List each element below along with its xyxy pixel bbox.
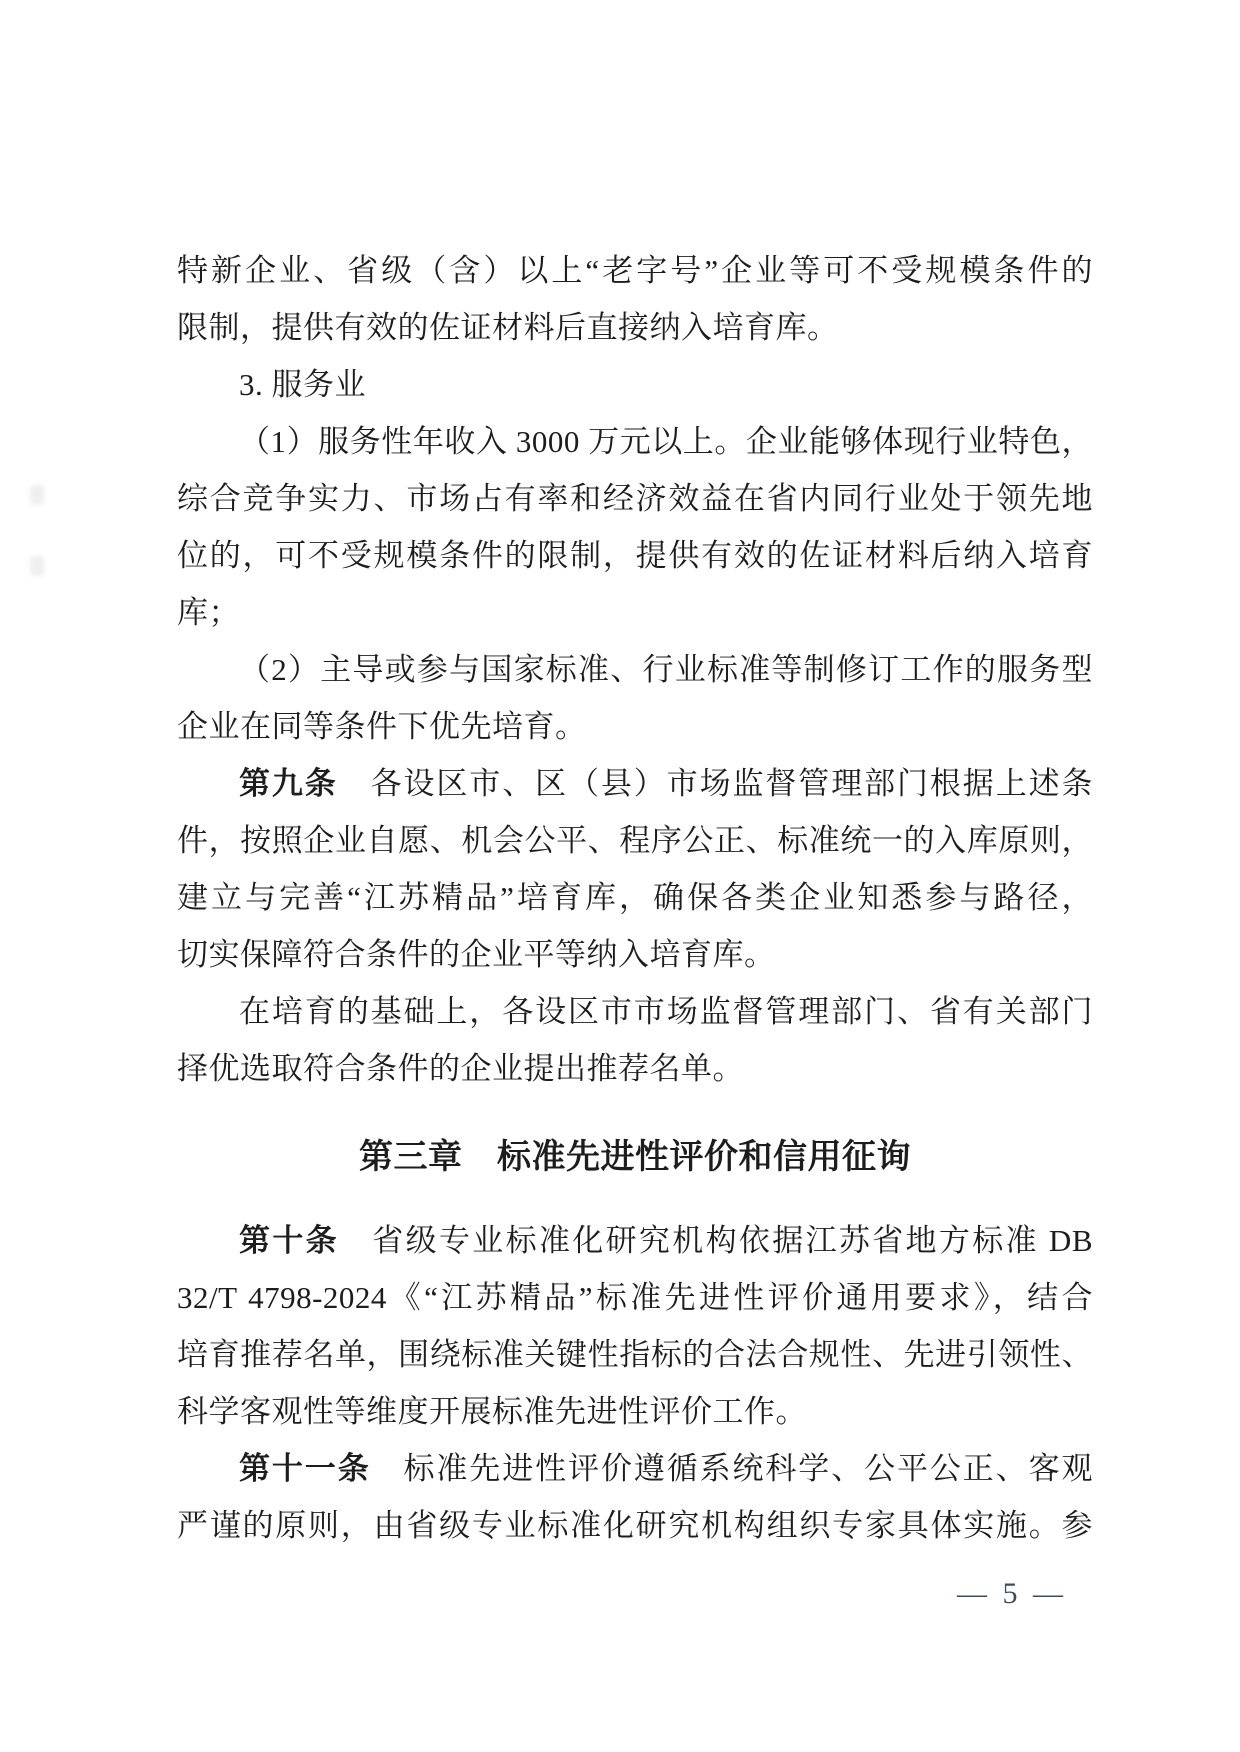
text-line: [177, 584, 1093, 641]
line-text: 建立与完善“江苏精品”培育库，确保各类企业知悉参与路径，: [177, 880, 1093, 915]
line-text: 标准先进性评价遵循系统科学、公平公正、客观: [370, 1451, 1093, 1486]
text-line: [177, 299, 1093, 356]
line-text: 严谨的原则，由省级专业标准化研究机构组织专家具体实施。参: [177, 1508, 1093, 1543]
line-text: 各设区市、区（县）市场监督管理部门根据上述条: [337, 766, 1093, 801]
text-line: [177, 1040, 1093, 1097]
line-text: 切实保障符合条件的企业平等纳入培育库。: [177, 937, 776, 972]
line-text: 企业在同等条件下优先培育。: [177, 709, 587, 744]
line-text: 位的，可不受规模条件的限制，提供有效的佐证材料后纳入培育: [177, 538, 1093, 573]
line-text: 省级专业标准化研究机构依据江苏省地方标准 DB: [338, 1223, 1093, 1258]
line-text: 择优选取符合条件的企业提出推荐名单。: [177, 1051, 744, 1086]
line-text: （2）主导或参与国家标准、行业标准等制修订工作的服务型: [239, 652, 1093, 687]
text-line: [177, 1212, 1093, 1269]
text-line: [177, 1383, 1093, 1440]
text-line: [177, 926, 1093, 983]
text-line: [177, 812, 1093, 869]
line-text: （1）服务性年收入 3000 万元以上。企业能够体现行业特色，: [239, 424, 1093, 459]
article-number: 第九条: [239, 766, 338, 801]
line-text: 在培育的基础上，各设区市市场监督管理部门、省有关部门: [239, 994, 1093, 1029]
text-line: [177, 869, 1093, 926]
text-line: [177, 356, 1093, 413]
text-line: [177, 698, 1093, 755]
line-text: 培育推荐名单，围绕标准关键性指标的合法合规性、先进引领性、: [177, 1337, 1093, 1372]
line-text: 综合竞争实力、市场占有率和经济效益在省内同行业处于领先地: [177, 481, 1093, 516]
chapter-heading: [177, 1129, 1093, 1186]
text-line: [177, 983, 1093, 1040]
line-text: 3. 服务业: [239, 367, 366, 402]
line-text: 限制，提供有效的佐证材料后直接纳入培育库。: [177, 310, 839, 345]
scan-artifact: [30, 485, 44, 505]
chapter-number: 第三章: [359, 1138, 463, 1176]
line-text: 特新企业、省级（含）以上“老字号”企业等可不受规模条件的: [177, 253, 1093, 288]
scan-artifact: [30, 556, 44, 576]
line-text: 32/T 4798-2024《“江苏精品”标准先进性评价通用要求》，结合: [177, 1280, 1093, 1315]
text-line: [177, 755, 1093, 812]
line-text: 件，按照企业自愿、机会公平、程序公正、标准统一的入库原则，: [177, 823, 1093, 858]
document-body: [177, 242, 1093, 1554]
text-line: [177, 527, 1093, 584]
line-text: 库；: [177, 595, 240, 630]
text-line: [177, 1440, 1093, 1497]
text-line: [177, 470, 1093, 527]
text-line: [177, 1269, 1093, 1326]
text-line: [177, 1326, 1093, 1383]
page-number: — 5 —: [957, 1577, 1067, 1610]
line-text: 标准先进性评价和信用征询: [462, 1138, 911, 1176]
article-number: 第十条: [239, 1223, 339, 1258]
text-line: [177, 641, 1093, 698]
text-line: [177, 413, 1093, 470]
text-line: [177, 242, 1093, 299]
text-line: [177, 1497, 1093, 1554]
line-text: 科学客观性等维度开展标准先进性评价工作。: [177, 1394, 807, 1429]
article-number: 第十一条: [239, 1451, 371, 1486]
